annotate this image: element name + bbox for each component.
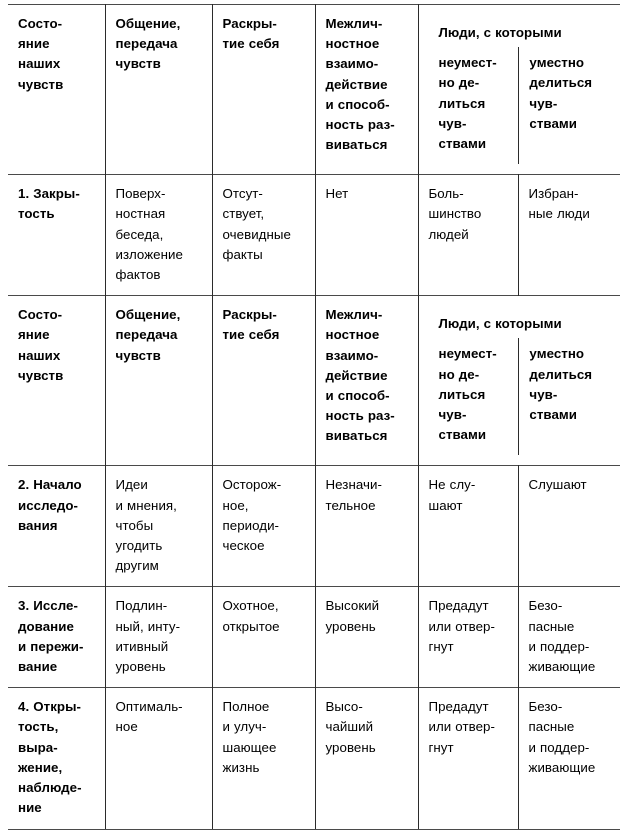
header-line: взаимо- <box>325 56 379 72</box>
cell-line: фактов <box>115 267 161 283</box>
cell-self-disclosure <box>212 688 315 829</box>
cell-line: пасные <box>528 618 575 634</box>
header-line: Межлич- <box>325 307 383 323</box>
cell-interpersonal <box>315 587 418 688</box>
cell-line: и поддер- <box>528 739 590 755</box>
cell-line: ние <box>18 800 42 816</box>
cell-line: вание <box>18 659 58 675</box>
table-row <box>8 587 620 688</box>
cell-line: Полное <box>222 699 270 715</box>
cell-self-disclosure <box>212 466 315 587</box>
header-line: уместно <box>529 55 585 71</box>
cell-communication <box>105 587 212 688</box>
header-subcell-appropriate <box>519 47 612 164</box>
cell-line: очевидные <box>222 226 291 242</box>
header-line: Общение, <box>115 307 181 323</box>
cell-line: Слушают <box>528 477 587 493</box>
header-line: передача <box>115 327 178 343</box>
cell-line: 4. Откры- <box>18 699 81 715</box>
cell-interpersonal <box>315 466 418 587</box>
row-label-cell <box>8 587 105 688</box>
cell-line: чайший <box>325 719 374 735</box>
header-subcell-inappropriate <box>429 338 520 455</box>
header-line: Состо- <box>18 307 63 323</box>
header-line: действие <box>325 76 388 92</box>
row-label-cell <box>8 466 105 587</box>
cell-line: Осторож- <box>222 477 282 493</box>
table-header-row-2 <box>8 296 620 466</box>
cell-line: вания <box>18 517 58 533</box>
cell-line: Боль- <box>428 186 464 202</box>
header-line: Раскры- <box>222 16 277 31</box>
cell-line: и поддер- <box>528 638 590 654</box>
header-line: чувств <box>115 56 161 72</box>
header-line: действие <box>325 367 388 383</box>
header-line: чув- <box>438 407 467 423</box>
header-line: ностное <box>325 327 380 343</box>
header-cell-self-disclosure <box>212 5 315 175</box>
cell-line: беседа, <box>115 226 164 242</box>
cell-people-inappropriate <box>418 466 518 587</box>
cell-line: живающие <box>528 659 596 675</box>
header-cell-interpersonal <box>315 296 418 466</box>
header-group-title: Люди, с которыми <box>438 316 562 332</box>
cell-line: Идеи <box>115 477 148 493</box>
table-row <box>8 175 620 296</box>
feelings-states-table <box>8 4 620 830</box>
header-line: чув- <box>438 115 467 131</box>
header-line: и способ- <box>325 96 390 112</box>
header-subcell-inappropriate <box>429 47 520 164</box>
header-cell-interpersonal <box>315 5 418 175</box>
header-cell-people-group <box>418 296 620 466</box>
cell-self-disclosure <box>212 175 315 296</box>
cell-line: Не слу- <box>428 477 476 493</box>
header-line: Межлич- <box>325 16 383 31</box>
cell-line: уровень <box>325 618 376 634</box>
cell-line: наблюде- <box>18 780 82 796</box>
header-line: литься <box>438 95 486 111</box>
header-line: чувств <box>18 76 64 92</box>
row-label-cell <box>8 175 105 296</box>
header-line: ность раз- <box>325 408 395 424</box>
cell-line: и улуч- <box>222 719 267 735</box>
cell-line: Охотное, <box>222 598 279 614</box>
cell-communication <box>105 466 212 587</box>
header-line: ствами <box>438 136 487 152</box>
header-subcell-appropriate <box>519 338 612 455</box>
row-label-cell <box>8 688 105 829</box>
cell-line: тость <box>18 206 55 222</box>
cell-line: шинство <box>428 206 482 222</box>
cell-communication <box>105 688 212 829</box>
cell-line: жизнь <box>222 759 260 775</box>
cell-line: 1. Закры- <box>18 186 80 202</box>
header-cell-state <box>8 5 105 175</box>
table-row <box>8 688 620 829</box>
header-line: чув- <box>529 386 558 402</box>
header-line: неумест- <box>438 346 497 362</box>
cell-line: или отвер- <box>428 719 495 735</box>
header-line: наших <box>18 347 61 363</box>
table-row <box>8 466 620 587</box>
cell-line: жение, <box>18 759 63 775</box>
header-line: Раскры- <box>222 307 277 323</box>
cell-line: ностная <box>115 206 166 222</box>
cell-self-disclosure <box>212 587 315 688</box>
cell-line: 3. Иссле- <box>18 598 78 614</box>
cell-line: Предадут <box>428 699 489 715</box>
header-line: чувств <box>115 347 161 363</box>
cell-line: ствует, <box>222 206 265 222</box>
cell-line: открытое <box>222 618 280 634</box>
cell-line: 2. Начало <box>18 477 82 493</box>
header-line: чув- <box>529 95 558 111</box>
cell-line: Незначи- <box>325 477 382 493</box>
cell-line: исследо- <box>18 497 79 513</box>
cell-line: и пережи- <box>18 638 84 654</box>
header-line: делиться <box>529 366 593 382</box>
cell-line: ческое <box>222 538 265 554</box>
cell-line: или отвер- <box>428 618 495 634</box>
cell-people-appropriate <box>518 175 620 296</box>
header-line: неумест- <box>438 55 497 71</box>
cell-line: изложение <box>115 246 183 262</box>
cell-people-inappropriate <box>418 587 518 688</box>
cell-line: уровень <box>325 739 376 755</box>
cell-line: угодить <box>115 538 163 554</box>
cell-line: шающее <box>222 739 277 755</box>
cell-line: дование <box>18 618 74 634</box>
cell-line: шают <box>428 497 463 513</box>
cell-line: уровень <box>115 659 166 675</box>
header-line: но де- <box>438 366 480 382</box>
header-line: ностное <box>325 36 380 52</box>
header-cell-state <box>8 296 105 466</box>
cell-people-appropriate <box>518 688 620 829</box>
header-line: тие себя <box>222 327 280 343</box>
header-cell-communication <box>105 296 212 466</box>
cell-people-inappropriate <box>418 175 518 296</box>
cell-interpersonal <box>315 688 418 829</box>
header-line: Состо- <box>18 16 63 31</box>
header-line: ствами <box>529 115 578 131</box>
cell-line: и мнения, <box>115 497 177 513</box>
header-cell-communication <box>105 5 212 175</box>
header-group-title: Люди, с которыми <box>438 25 562 40</box>
cell-people-inappropriate <box>418 688 518 829</box>
cell-line: Безо- <box>528 598 563 614</box>
cell-line: Предадут <box>428 598 489 614</box>
header-cell-people-group <box>418 5 620 175</box>
cell-people-appropriate <box>518 466 620 587</box>
cell-line: Оптималь- <box>115 699 183 715</box>
cell-line: гнут <box>428 739 454 755</box>
cell-line: тость, <box>18 719 59 735</box>
header-line: литься <box>438 386 486 402</box>
cell-line: тельное <box>325 497 376 513</box>
cell-line: другим <box>115 558 159 574</box>
cell-people-appropriate <box>518 587 620 688</box>
table-header-row-1 <box>8 5 620 175</box>
cell-line: ное <box>115 719 138 735</box>
cell-line: Избран- <box>528 186 579 202</box>
cell-line: ный, инту- <box>115 618 181 634</box>
cell-line: Высокий <box>325 598 380 614</box>
header-line: и способ- <box>325 388 390 404</box>
cell-line: живающие <box>528 759 596 775</box>
header-line: наших <box>18 56 61 72</box>
cell-line: ные люди <box>528 206 590 222</box>
header-cell-self-disclosure <box>212 296 315 466</box>
cell-line: Нет <box>325 186 349 202</box>
header-line: передача <box>115 36 178 52</box>
cell-line: Поверх- <box>115 186 166 202</box>
header-line: ствами <box>529 407 578 423</box>
header-line: чувств <box>18 367 64 383</box>
cell-line: чтобы <box>115 517 154 533</box>
cell-line: гнут <box>428 638 454 654</box>
cell-interpersonal <box>315 175 418 296</box>
header-line: делиться <box>529 75 593 91</box>
header-line: Общение, <box>115 16 181 31</box>
cell-line: ное, <box>222 497 249 513</box>
header-line: но де- <box>438 75 480 91</box>
cell-line: итивный <box>115 638 169 654</box>
header-line: взаимо- <box>325 347 379 363</box>
header-line: яние <box>18 327 50 343</box>
cell-line: людей <box>428 226 469 242</box>
header-line: виваться <box>325 428 388 444</box>
cell-line: Подлин- <box>115 598 168 614</box>
header-line: тие себя <box>222 36 280 52</box>
header-line: уместно <box>529 346 585 362</box>
header-line: ствами <box>438 427 487 443</box>
cell-line: Отсут- <box>222 186 263 202</box>
cell-line: пасные <box>528 719 575 735</box>
cell-communication <box>105 175 212 296</box>
header-line: виваться <box>325 137 388 153</box>
cell-line: Безо- <box>528 699 563 715</box>
header-line: ность раз- <box>325 117 395 133</box>
cell-line: Высо- <box>325 699 363 715</box>
header-line: яние <box>18 36 50 52</box>
cell-line: периоди- <box>222 517 280 533</box>
cell-line: факты <box>222 246 263 262</box>
cell-line: выра- <box>18 739 58 755</box>
